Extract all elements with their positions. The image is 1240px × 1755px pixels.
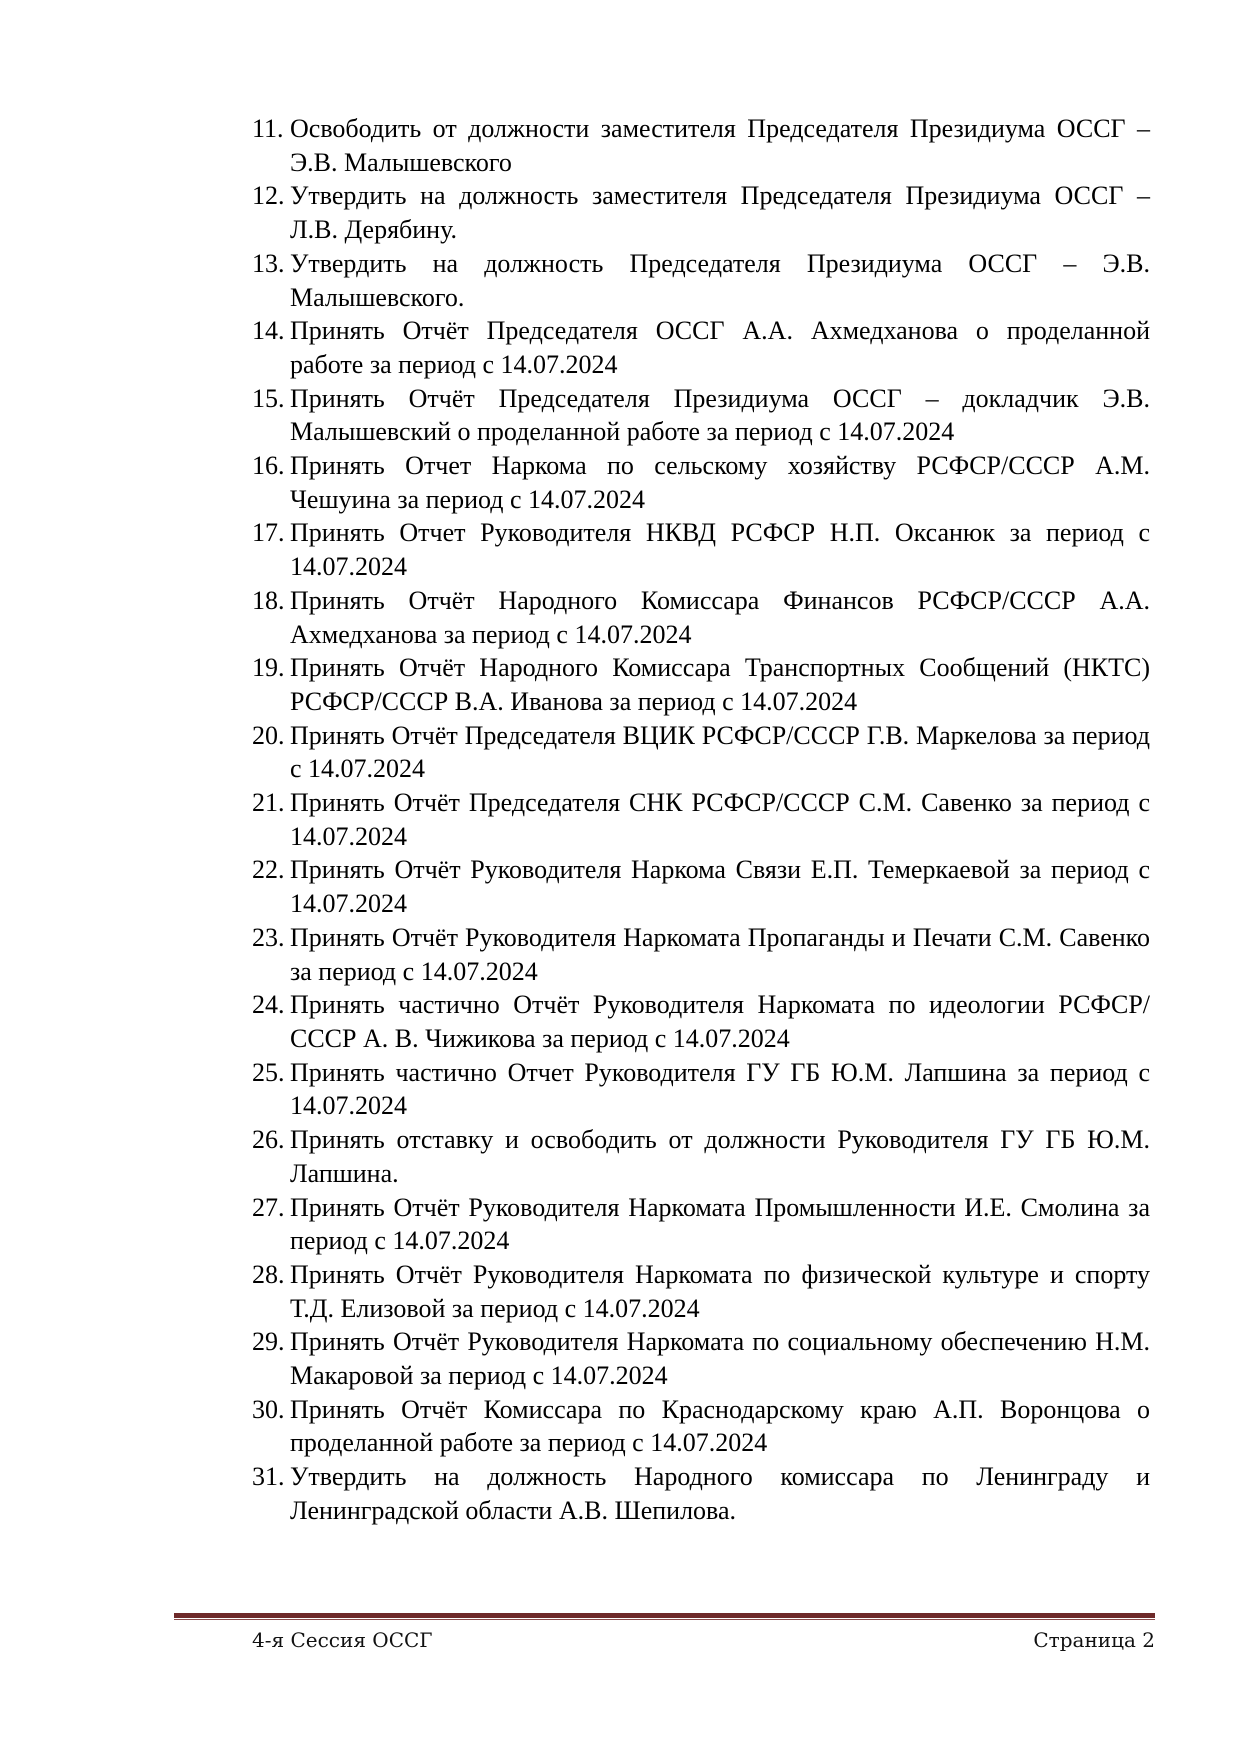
list-item (252, 516, 1150, 583)
item-text: Освободить от должности заместителя Председателя Президиума ОССГ – Э.В. Малышевского (290, 114, 1150, 177)
item-number: 30. (252, 1394, 285, 1424)
item-text: Утвердить на должность Народного комиссара по Ленинграду и Ленинградской области А.В. Шепилова. (290, 1462, 1150, 1525)
list-item (252, 1056, 1150, 1123)
list-item (252, 179, 1150, 246)
item-number: 13. (252, 248, 285, 278)
list-item (252, 786, 1150, 853)
list-item (252, 853, 1150, 920)
item-number: 15. (252, 383, 285, 413)
item-text: Принять отставку и освободить от должности Руководителя ГУ ГБ Ю.М. Лапшина. (290, 1125, 1150, 1188)
footer-rule-thin (174, 1619, 1155, 1620)
item-text: Принять частично Отчет Руководителя ГУ ГБ Ю.М. Лапшина за период с 14.07.2024 (290, 1057, 1150, 1121)
list-item (252, 314, 1150, 381)
item-text: Принять Отчёт Руководителя Наркомата Пропаганды и Печати С.М. Савенко за период с 14.07.2024 (290, 922, 1150, 986)
item-number: 28. (252, 1259, 285, 1289)
item-number: 25. (252, 1057, 285, 1087)
item-number: 22. (252, 855, 285, 885)
list-item (252, 651, 1150, 718)
item-number: 12. (252, 181, 285, 211)
list-item (252, 719, 1150, 786)
item-number: 17. (252, 518, 285, 548)
item-number: 20. (252, 720, 285, 750)
list-item (252, 112, 1150, 179)
item-number: 29. (252, 1327, 285, 1357)
footer-page-number: Страница 2 (1033, 1628, 1155, 1652)
item-text: Принять Отчёт Председателя ВЦИК РСФСР/СССР Г.В. Маркелова за период с 14.07.2024 (290, 720, 1150, 784)
item-number: 21. (252, 788, 285, 818)
list-item (252, 1258, 1150, 1325)
item-text: Принять Отчёт Руководителя Наркомата по физической культуре и спорту Т.Д. Елизовой за период с 14.07.2024 (290, 1259, 1150, 1323)
list-item (252, 382, 1150, 449)
item-text: Принять Отчёт Руководителя Наркомата по социальному обеспечению Н.М. Макаровой за период с 14.07.2024 (290, 1327, 1150, 1391)
item-text: Принять Отчет Наркома по сельскому хозяйству РСФСР/СССР А.М. Чешуина за период с 14.07.2024 (290, 451, 1150, 514)
item-number: 16. (252, 451, 285, 481)
item-number: 18. (252, 585, 285, 615)
item-number: 14. (252, 316, 285, 346)
list-item (252, 449, 1150, 516)
list-item (252, 247, 1150, 314)
item-text: Утвердить на должность заместителя Председателя Президиума ОССГ – Л.В. Дерябину. (290, 181, 1150, 245)
item-number: 31. (252, 1462, 285, 1492)
list-item (252, 1393, 1150, 1460)
item-text: Принять Отчёт Народного Комиссара Финансов РСФСР/СССР А.А. Ахмедханова за период с 14.07.2024 (290, 585, 1150, 649)
list-item (252, 1460, 1150, 1527)
list-item (252, 1191, 1150, 1258)
item-number: 11. (252, 114, 284, 143)
item-text: Принять Отчет Руководителя НКВД РСФСР Н.П. Оксанюк за период с 14.07.2024 (290, 518, 1150, 582)
item-text: Принять Отчёт Руководителя Наркома Связи Е.П. Темеркаевой за период с 14.07.2024 (290, 855, 1150, 919)
footer-session-title: 4-я Сессия ОССГ (252, 1628, 433, 1652)
item-number: 24. (252, 990, 285, 1020)
item-number: 27. (252, 1192, 285, 1222)
item-text: Принять Отчёт Председателя ОССГ А.А. Ахмедханова о проделанной работе за период с 14.07.2024 (290, 316, 1150, 379)
item-number: 19. (252, 653, 285, 683)
item-text: Утвердить на должность Председателя Президиума ОССГ – Э.В. Малышевского. (290, 248, 1150, 312)
list-item (252, 921, 1150, 988)
list-item (252, 1325, 1150, 1392)
item-text: Принять частично Отчёт Руководителя Наркомата по идеологии РСФСР/СССР А. В. Чижикова за период с 14.07.2024 (290, 990, 1150, 1053)
list-item (252, 988, 1150, 1055)
item-text: Принять Отчёт Председателя СНК РСФСР/СССР С.М. Савенко за период с 14.07.2024 (290, 788, 1150, 851)
list-item (252, 584, 1150, 651)
list-item (252, 1123, 1150, 1190)
resolution-list (252, 112, 1150, 1528)
item-text: Принять Отчёт Народного Комиссара Транспортных Сообщений (НКТС) РСФСР/СССР В.А. Иванова за период с 14.07.2024 (290, 653, 1150, 716)
item-text: Принять Отчёт Председателя Президиума ОССГ – докладчик Э.В. Малышевский о проделанной работе за период с 14.07.2024 (290, 383, 1150, 447)
item-number: 26. (252, 1125, 285, 1155)
item-number: 23. (252, 922, 285, 952)
item-text: Принять Отчёт Комиссара по Краснодарскому краю А.П. Воронцова о проделанной работе за период с 14.07.2024 (290, 1394, 1150, 1458)
item-text: Принять Отчёт Руководителя Наркомата Промышленности И.Е. Смолина за период с 14.07.2024 (290, 1192, 1150, 1256)
